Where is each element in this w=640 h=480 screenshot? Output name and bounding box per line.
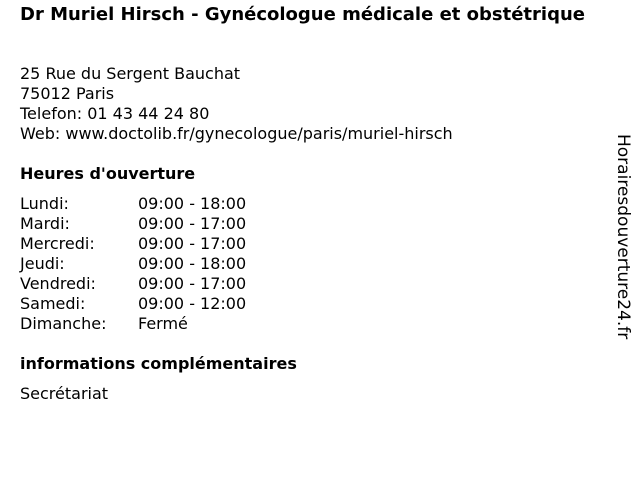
day-label: Vendredi:: [20, 274, 96, 293]
additional-info-heading: informations complémentaires: [20, 354, 297, 373]
hours-row-wednesday: [20, 234, 246, 254]
time-range: 09:00 - 17:00: [138, 214, 247, 233]
hours-row-friday: [20, 274, 246, 294]
address-block: [20, 64, 453, 144]
time-range: Fermé: [138, 314, 188, 333]
day-label: Samedi:: [20, 294, 86, 313]
opening-hours-table: [20, 194, 246, 334]
additional-info-text: Secrétariat: [20, 384, 109, 403]
day-label: Lundi:: [20, 194, 69, 213]
phone-number: Telefon: 01 43 44 24 80: [20, 104, 210, 123]
day-label: Mardi:: [20, 214, 70, 233]
hours-row-tuesday: [20, 214, 246, 234]
time-range: 09:00 - 17:00: [138, 274, 247, 293]
hours-row-thursday: [20, 254, 246, 274]
hours-row-sunday: [20, 314, 246, 334]
address-street: 25 Rue du Sergent Bauchat: [20, 64, 241, 83]
site-watermark: Horairesdouverture24.fr: [613, 134, 633, 340]
page-title: Dr Muriel Hirsch - Gynécologue médicale et obstétrique: [20, 4, 585, 25]
time-range: 09:00 - 17:00: [138, 234, 247, 253]
address-city: 75012 Paris: [20, 84, 115, 103]
day-label: Jeudi:: [20, 254, 65, 273]
time-range: 09:00 - 18:00: [138, 194, 247, 213]
day-label: Dimanche:: [20, 314, 107, 333]
hours-row-monday: [20, 194, 246, 214]
hours-row-saturday: [20, 294, 246, 314]
website: Web: www.doctolib.fr/gynecologue/paris/muriel-hirsch: [20, 124, 453, 143]
time-range: 09:00 - 12:00: [138, 294, 247, 313]
day-label: Mercredi:: [20, 234, 95, 253]
opening-hours-heading: Heures d'ouverture: [20, 164, 196, 183]
time-range: 09:00 - 18:00: [138, 254, 247, 273]
